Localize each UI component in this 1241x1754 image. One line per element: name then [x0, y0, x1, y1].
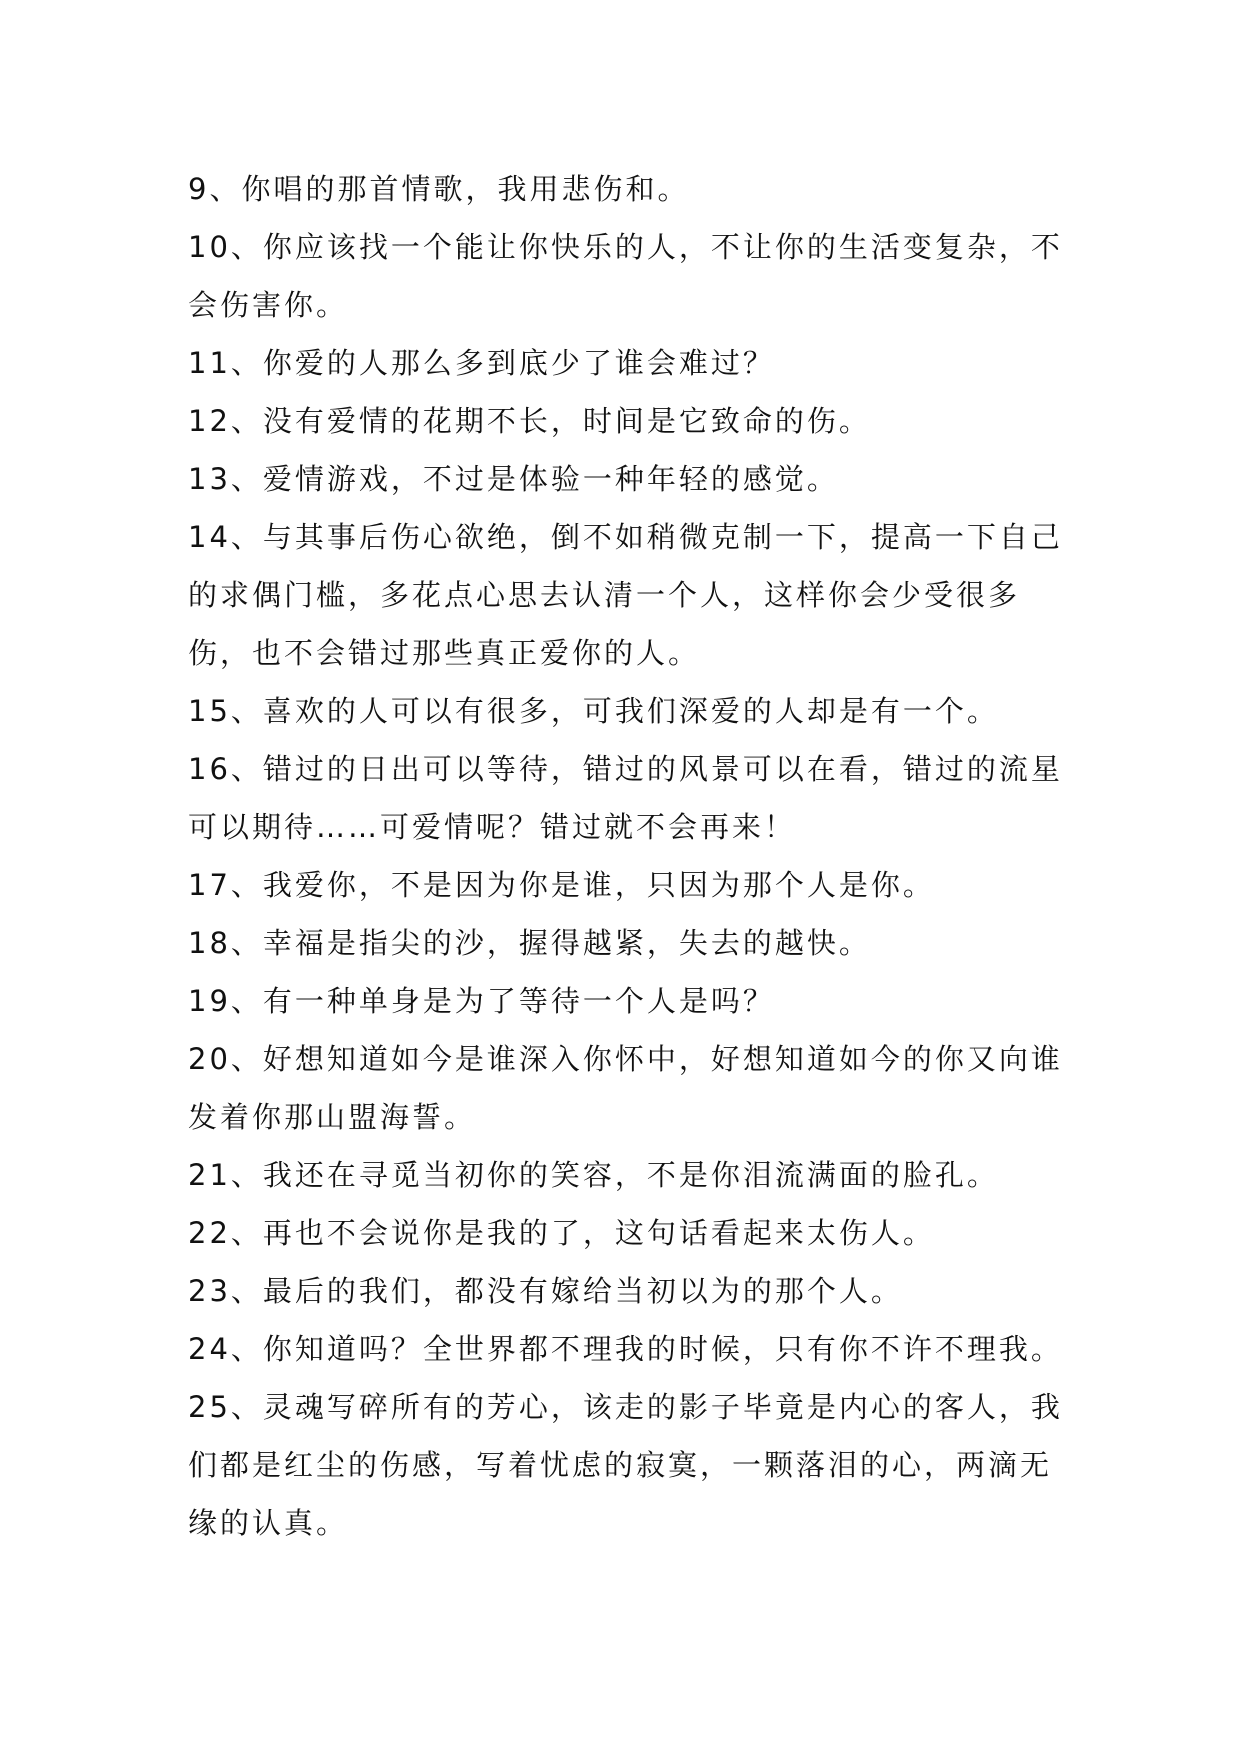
paragraph-23: 23、最后的我们，都没有嫁给当初以为的那个人。 [188, 1274, 903, 1308]
paragraph-22: 22、再也不会说你是我的了，这句话看起来太伤人。 [188, 1216, 935, 1250]
paragraph-14: 14、与其事后伤心欲绝，倒不如稍微克制一下，提高一下自己的求偶门槛，多花点心思去认清一个人，这样你会少受很多伤，也不会错过那些真正爱你的人。 [188, 520, 1063, 670]
paragraph-24: 24、你知道吗？全世界都不理我的时候，只有你不许不理我。 [188, 1332, 1063, 1366]
paragraph-9: 9、你唱的那首情歌，我用悲伤和。 [188, 172, 690, 206]
paragraph-20: 20、好想知道如今是谁深入你怀中，好想知道如今的你又向谁发着你那山盟海誓。 [188, 1042, 1063, 1134]
paragraph-15: 15、喜欢的人可以有很多，可我们深爱的人却是有一个。 [188, 694, 999, 728]
paragraph-13: 13、爱情游戏，不过是体验一种年轻的感觉。 [188, 462, 839, 496]
paragraph-18: 18、幸福是指尖的沙，握得越紧，失去的越快。 [188, 926, 871, 960]
paragraph-10: 10、你应该找一个能让你快乐的人，不让你的生活变复杂，不会伤害你。 [188, 230, 1063, 322]
document-body [188, 160, 1068, 1552]
paragraph-17: 17、我爱你，不是因为你是谁，只因为那个人是你。 [188, 868, 935, 902]
paragraph-19: 19、有一种单身是为了等待一个人是吗？ [188, 984, 775, 1018]
paragraph-21: 21、我还在寻觅当初你的笑容，不是你泪流满面的脸孔。 [188, 1158, 999, 1192]
paragraph-25: 25、灵魂写碎所有的芳心，该走的影子毕竟是内心的客人，我们都是红尘的伤感，写着忧虑的寂寞，一颗落泪的心，两滴无缘的认真。 [188, 1390, 1063, 1540]
paragraph-12: 12、没有爱情的花期不长，时间是它致命的伤。 [188, 404, 871, 438]
paragraph-16: 16、错过的日出可以等待，错过的风景可以在看，错过的流星可以期待……可爱情呢？错过就不会再来！ [188, 752, 1063, 844]
paragraph-11: 11、你爱的人那么多到底少了谁会难过？ [188, 346, 775, 380]
